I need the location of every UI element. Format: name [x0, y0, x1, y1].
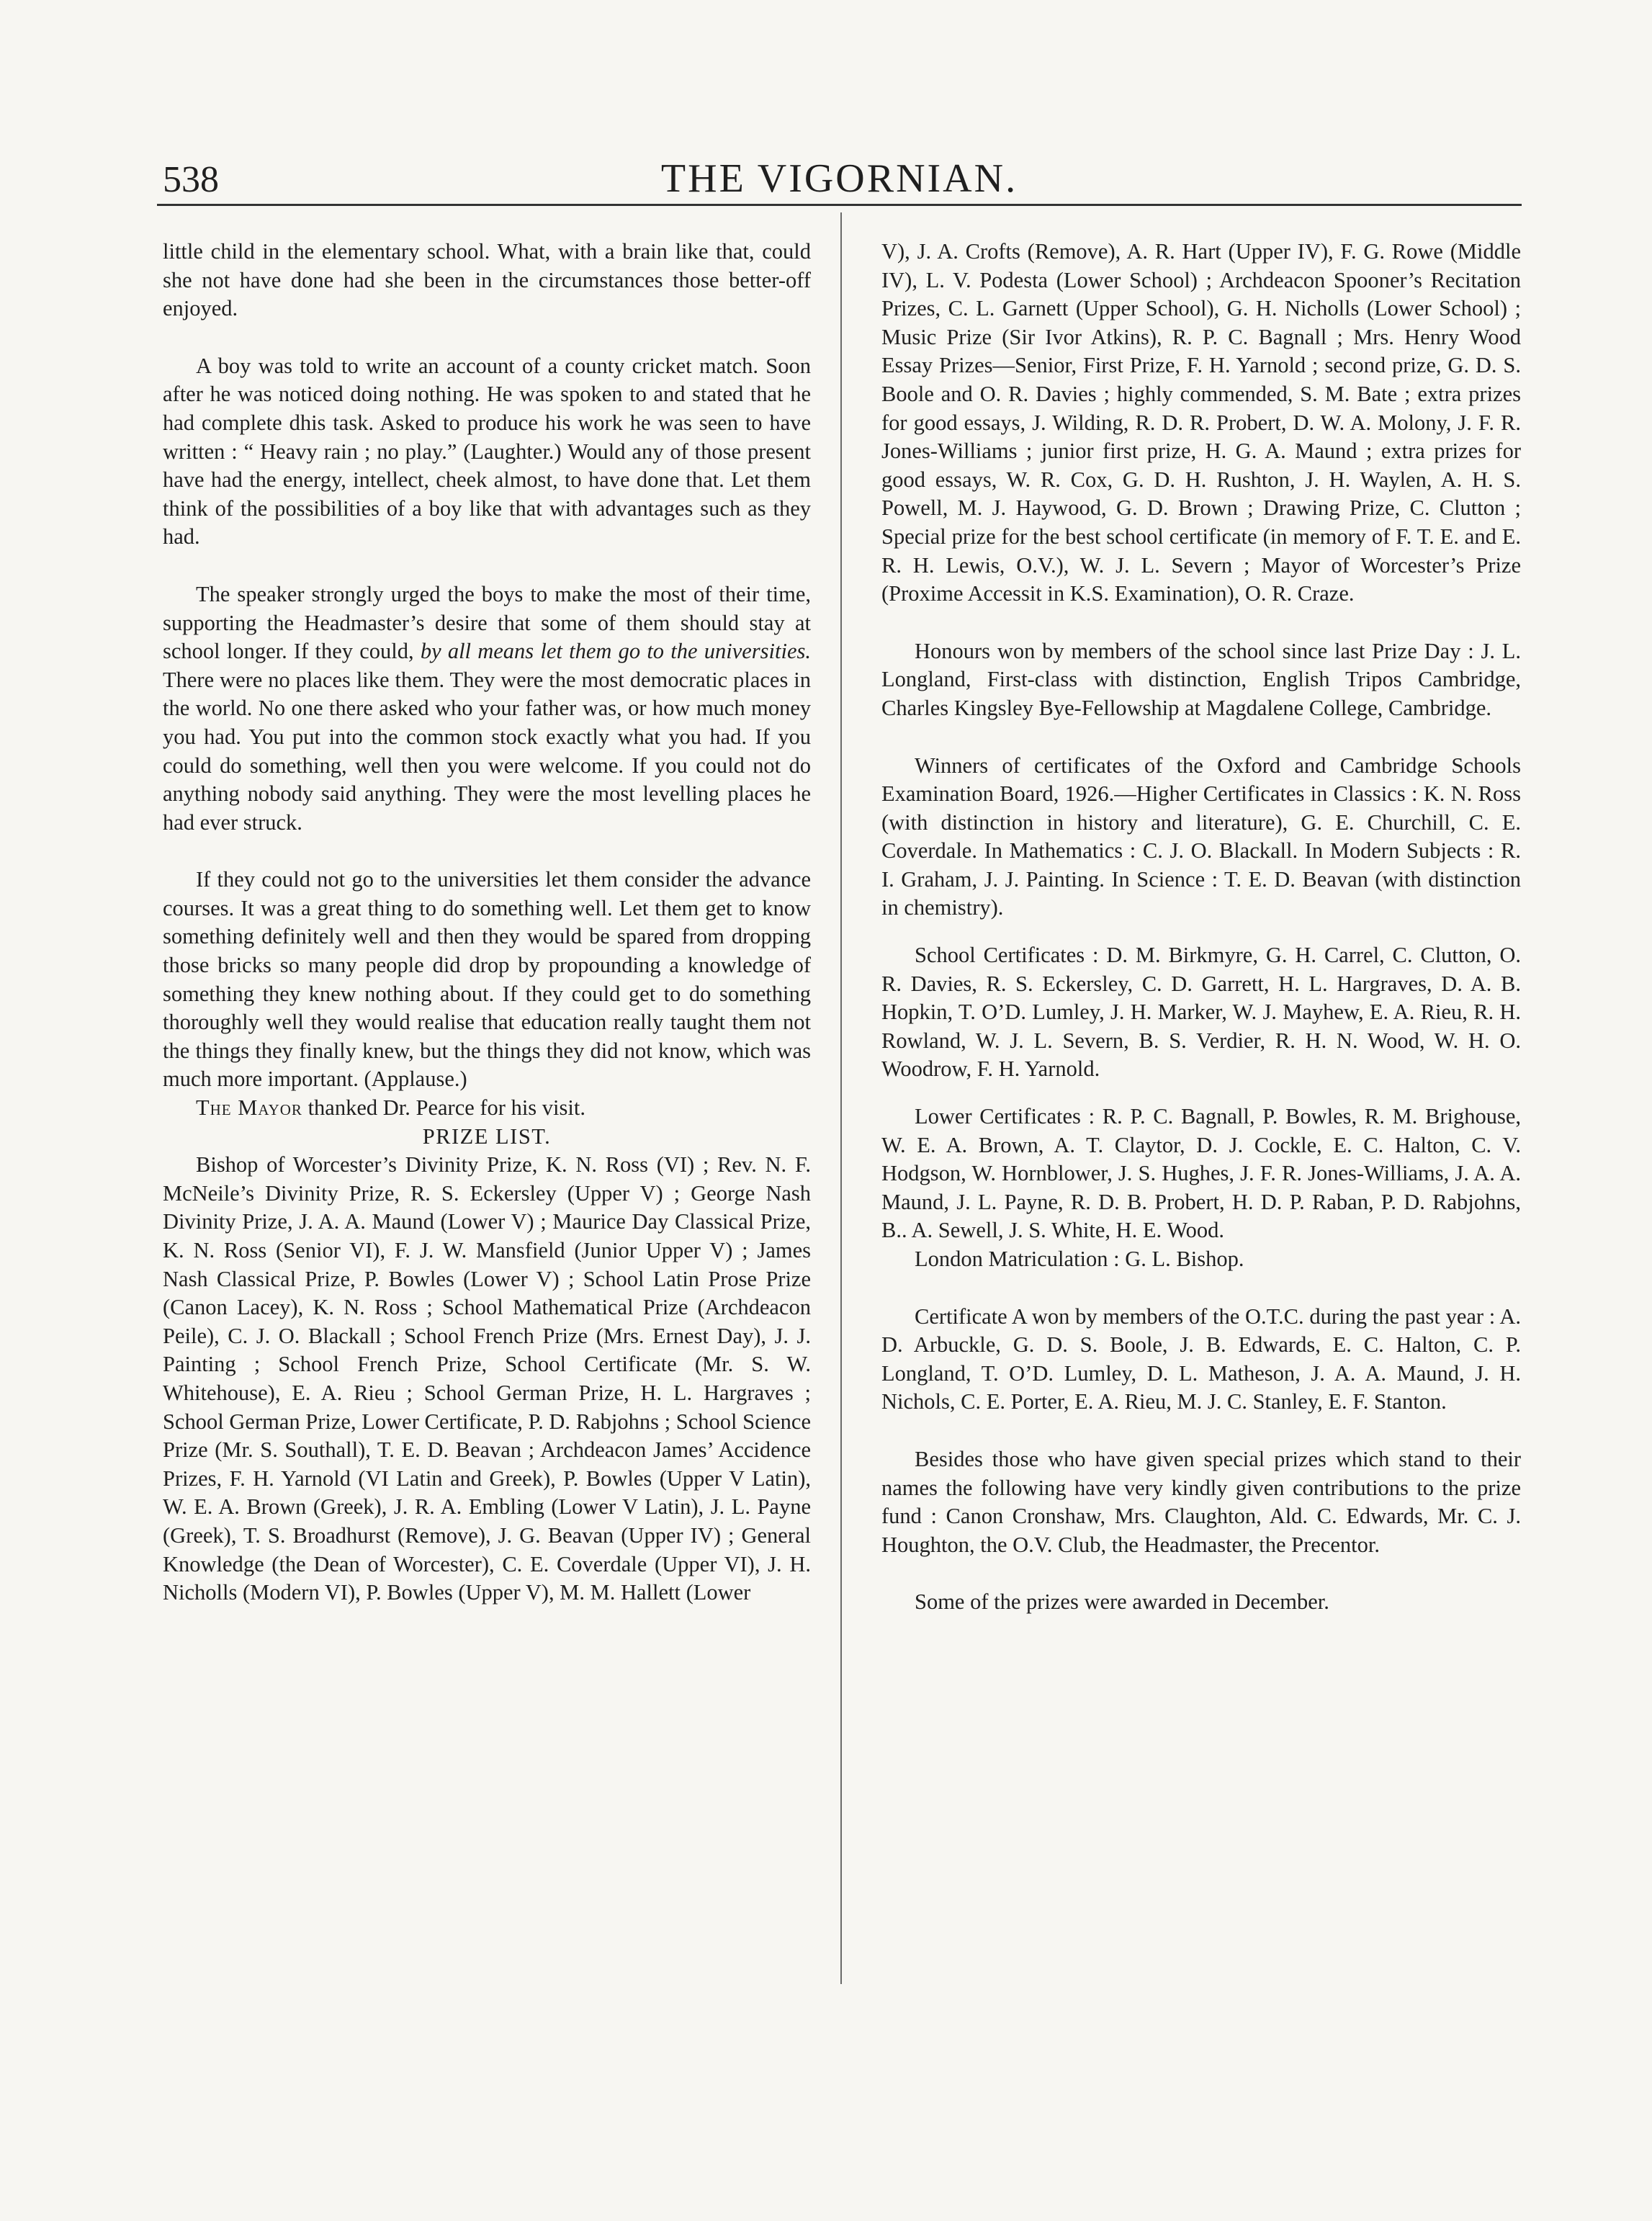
- paragraph: V), J. A. Crofts (Remove), A. R. Hart (Upper IV), F. G. Rowe (Middle IV), L. V. Podesta (Lower School) ; Archdeacon Spooner’s Recitation Prizes, C. L. Garnett (Upper School), G. H. Nicholls (Lower School) ; Music Prize (Sir Ivor Atkins), R. P. C. Bagnall ; Mrs. Henry Wood Essay Prizes—Senior, First Prize, F. H. Yarnold ; second prize, G. D. S. Boole and O. R. Davies ; highly commended, S. M. Bate ; extra prizes for good essays, J. Wilding, R. D. R. Probert, D. W. A. Molony, J. F. R. Jones-Williams ; junior first prize, H. G. A. Maund ; extra prizes for good essays, W. R. Cox, G. D. H. Rushton, J. H. Waylen, A. H. S. Powell, M. J. Haywood, G. D. Brown ; Drawing Prize, C. Clutton ; Special prize for the best school certificate (in memory of F. T. E. and E. R. H. Lewis, O.V.), W. J. L. Severn ; Mayor of Worcester’s Prize (Proxime Accessit in K.S. Examination), O. R. Craze.: [881, 239, 1521, 606]
- paragraph: Bishop of Worcester’s Divinity Prize, K. N. Ross (VI) ; Rev. N. F. McNeile’s Divinity Prize, R. S. Eckersley (Upper V) ; George Nash Divinity Prize, J. A. A. Maund (Lower V) ; Maurice Day Classical Prize, K. N. Ross (Senior VI), F. J. W. Mansfield (Junior Upper V) ; James Nash Classical Prize, P. Bowles (Lower V) ; School Latin Prose Prize (Canon Lacey), K. N. Ross ; School Mathematical Prize (Archdeacon Peile), C. J. O. Blackall ; School French Prize (Mrs. Ernest Day), J. J. Painting ; School French Prize, School Certificate (Mr. S. W. Whitehouse), E. A. Rieu ; School German Prize, H. L. Hargraves ; School German Prize, Lower Certificate, P. D. Rabjohns ; School Science Prize (Mr. S. Southall), T. E. D. Beavan ; Archdeacon James’ Accidence Prizes, F. H. Yarnold (VI Latin and Greek), P. Bowles (Upper V Latin), W. E. A. Brown (Greek), J. R. A. Embling (Lower V Latin), J. L. Payne (Greek), T. S. Broadhurst (Remove), J. G. Beavan (Upper IV) ; General Knowledge (the Dean of Worcester), C. E. Coverdale (Upper VI), J. H. Nicholls (Modern VI), P. Bowles (Upper V), M. M. Hallett (Lower: [163, 1152, 811, 1605]
- paragraph: Lower Certificates : R. P. C. Bagnall, P. Bowles, R. M. Brighouse, W. E. A. Brown, A. T. Claytor, D. J. Cockle, E. C. Halton, C. V. Hodgson, W. Hornblower, J. S. Hughes, J. F. R. Jones-Williams, J. A. A. Maund, J. L. Payne, R. D. B. Probert, H. D. P. Raban, P. D. Rabjohns, B.. A. Sewell, J. S. White, H. E. Wood.: [881, 1104, 1521, 1243]
- section-heading: PRIZE LIST.: [422, 1123, 552, 1149]
- paragraph: Honours won by members of the school since last Prize Day : J. L. Longland, First-class with distinction, English Tripos Cambridge, Charles Kingsley Bye-Fellowship at Magdalene College, Cambridge.: [881, 638, 1521, 720]
- paragraph: Winners of certificates of the Oxford and Cambridge Schools Examination Board, 1926.—Higher Certificates in Classics : K. N. Ross (with distinction in history and literature), G. E. Churchill, C. E. Coverdale. In Mathematics : C. J. O. Blackall. In Modern Subjects : R. I. Graham, J. J. Painting. In Science : T. E. D. Beavan (with distinction in chemistry).: [881, 753, 1521, 920]
- mayor-label: The Mayor: [196, 1095, 302, 1121]
- paragraph: School Certificates : D. M. Birkmyre, G. H. Carrel, C. Clutton, O. R. Davies, R. S. Eckersley, C. D. Garrett, H. L. Hargraves, D. A. B. Hopkin, T. O’D. Lumley, J. H. Marker, W. J. Mayhew, E. A. Rieu, R. H. Rowland, W. J. L. Severn, B. S. Verdier, R. H. N. Wood, W. H. O. Woodrow, F. H. Yarnold.: [881, 943, 1521, 1082]
- left-column: [163, 238, 811, 1607]
- page-number: 538: [163, 159, 219, 200]
- paragraph-text: The speaker strongly urged the boys to make the most of their time, supporting the Headmaster’s desire that some of them should stay at school longer. If they could,: [163, 581, 811, 664]
- paragraph: [163, 1094, 811, 1123]
- paragraph: London Matriculation : G. L. Bishop.: [915, 1247, 1244, 1271]
- paragraph: [163, 580, 811, 837]
- paragraph: Some of the prizes were awarded in December.: [915, 1589, 1329, 1615]
- header-rule: [157, 204, 1522, 206]
- emphasis-text: by all means let them go to the universities.: [420, 639, 811, 664]
- column-divider: [840, 212, 842, 1984]
- paragraph-text: thanked Dr. Pearce for his visit.: [302, 1095, 585, 1121]
- right-column: [881, 238, 1521, 1617]
- paragraph: A boy was told to write an account of a county cricket match. Soon after he was noticed doing nothing. He was spoken to and stated that he had complete dhis task. Asked to produce his work he was seen to have written : “ Heavy rain ; no play.” (Laughter.) Would any of those present have had the energy, intellect, cheek almost, to have done that. Let them think of the possibilities of a boy like that with advantages such as they had.: [163, 353, 811, 549]
- paragraph: Besides those who have given special prizes which stand to their names the following have very kindly given contributions to the prize fund : Canon Cronshaw, Mrs. Claughton, Ald. C. Edwards, Mr. C. J. Houghton, the O.V. Club, the Headmaster, the Precentor.: [881, 1446, 1521, 1557]
- paragraph-text: There were no places like them. They were the most democratic places in the world. No one there asked who your father was, or how much money you had. You put into the common stock exactly what you had. If you could do something, well then you were welcome. If you could not do anything nobody said anything. They were the most levelling places he had ever struck.: [163, 667, 811, 835]
- page-title: THE VIGORNIAN.: [660, 156, 1018, 201]
- paragraph: Certificate A won by members of the O.T.C. during the past year : A. D. Arbuckle, G. D. S. Boole, J. B. Edwards, E. C. Halton, C. P. Longland, T. O’D. Lumley, D. L. Matheson, J. A. A. Maund, J. H. Nichols, C. E. Porter, E. A. Rieu, M. J. C. Stanley, E. F. Stanton.: [881, 1304, 1521, 1414]
- paragraph: If they could not go to the universities let them consider the advance courses. It was a great thing to do something well. Let them get to know something definitely well and then they would be spared from dropping those bricks so many people did drop by propounding a knowledge of something they knew nothing about. If they could get to do something thoroughly well they would realise that education really taught them not the things they finally knew, but the things they did not know, which was much more important. (Applause.): [163, 867, 811, 1092]
- paragraph: little child in the elementary school. What, with a brain like that, could she not have done had she been in the circumstances those better-off enjoyed.: [163, 239, 811, 321]
- page-header: [157, 153, 1522, 203]
